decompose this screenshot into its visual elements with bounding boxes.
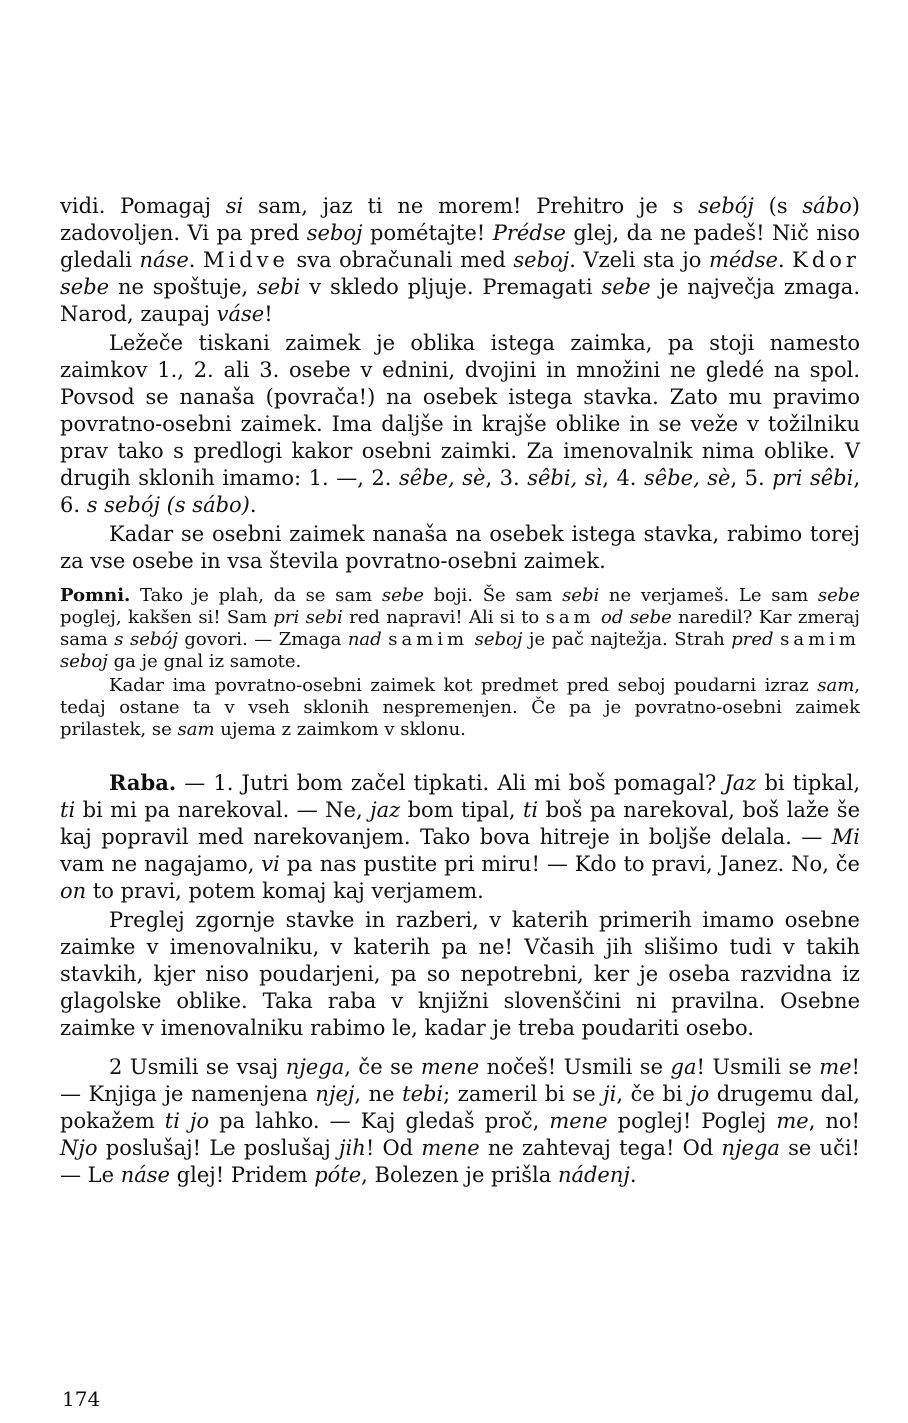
text-run: , če se <box>344 1055 421 1079</box>
italic-word: sebe <box>601 275 651 299</box>
text-run: , 4. <box>602 466 644 490</box>
text-run: , no! <box>808 1109 860 1133</box>
italic-word: njej <box>315 1082 355 1106</box>
text-run: pométajte! <box>362 221 493 245</box>
italic-word: váse <box>216 302 265 326</box>
text-run: nočeš! Usmili se <box>479 1055 671 1079</box>
paragraph-raba-examples <box>60 769 860 905</box>
text-run: , če bi <box>616 1082 691 1106</box>
text-run: bom tipal, <box>400 798 523 822</box>
italic-word: póte <box>314 1163 362 1187</box>
italic-word: seboj <box>60 651 108 672</box>
text-run: . <box>629 1163 637 1187</box>
italic-word: sábo <box>802 194 852 218</box>
italic-word: mene <box>549 1109 608 1133</box>
italic-word: od sebe <box>600 607 672 628</box>
text-run: , 5. <box>730 466 773 490</box>
text-run: 2 Usmili se vsaj <box>109 1055 286 1079</box>
italic-word: on <box>60 879 87 903</box>
text-run: se uči! — Le <box>60 1136 861 1187</box>
italic-word: sam <box>817 675 855 696</box>
paragraph-sam-rule <box>60 675 860 741</box>
text-run: sam, jaz ti ne morem! Prehitro je s <box>243 194 699 218</box>
text-run: poglej! Poglej <box>607 1109 777 1133</box>
text-run: poslušaj! Le poslušaj <box>97 1136 340 1160</box>
text-run: ujema z zaimkom v sklonu. <box>214 719 466 740</box>
page-number: 174 <box>62 1387 101 1411</box>
spaced-word: sam <box>545 607 595 628</box>
paragraph-usage-examples-2 <box>60 1054 860 1189</box>
spaced-word: samim <box>780 629 860 650</box>
text-run: ! — Knjiga je namenjena <box>60 1055 860 1106</box>
italic-word: sebi <box>562 585 600 606</box>
text-run: bi tipkal, <box>756 771 861 795</box>
text-run: ! Usmili se <box>696 1055 820 1079</box>
text-run: vam ne nagajamo, <box>60 852 262 876</box>
italic-word: si <box>225 194 244 218</box>
text-run: Preglej zgornje stavke in razberi, v katerih primerih imamo osebne zaimke v imenovalniku, v katerih pa ne! Včasih jih slišimo tudi v takih stavkih, kjer niso poudarjeni, pa so nepotrebni, ker je oseba razvidna iz glagolske oblike. Taka raba v knjižni slovenščini ni pravilna. Osebne zaimke v imenovalniku rabimo le, kadar je treba poudariti osebo. <box>60 908 860 1040</box>
italic-word: seboj <box>306 221 363 245</box>
italic-word: nad <box>347 629 382 650</box>
italic-word: náse <box>120 1163 170 1187</box>
text-run: v skledo pljuje. Premagati <box>300 275 602 299</box>
paragraph-reflexive-explanation <box>60 330 860 519</box>
text-run: drugemu dal, pokažem <box>60 1082 860 1133</box>
italic-word: jih <box>339 1136 366 1160</box>
italic-word: sebe <box>381 585 424 606</box>
text-run: pa nas pustite pri miru! — Kdo to pravi, Janez. No, če <box>279 852 860 876</box>
italic-word: ti jo <box>164 1109 210 1133</box>
text-run: ne verjameš. Le sam <box>599 585 818 606</box>
text-run: ) zadovoljen. Vi pa pred <box>60 194 860 245</box>
text-run: glej! Pridem <box>169 1163 315 1187</box>
text-run: . <box>777 248 793 272</box>
text-run: je pač najtežja. Strah <box>522 629 732 650</box>
italic-word: vi <box>261 852 280 876</box>
italic-word: jaz <box>370 798 401 822</box>
text-run: poglej, kakšen si! Sam <box>60 607 274 628</box>
italic-word: pred <box>731 629 774 650</box>
italic-word: sêbe, sè <box>398 466 486 490</box>
paragraph-reflexive-examples <box>60 193 860 328</box>
text-run: , Bolezen je prišla <box>361 1163 558 1187</box>
text-run: govori. — Zmaga <box>177 629 348 650</box>
italic-word: tebi <box>402 1082 444 1106</box>
italic-word: sam <box>177 719 215 740</box>
text-run: red napravi! Ali si to <box>342 607 546 628</box>
text-run: ! Od <box>365 1136 422 1160</box>
text-run: , tedaj ostane ta v vseh sklonih nespremenjen. Če pa je povratno-osebni zaimek prilastek, se <box>60 675 860 740</box>
italic-word: ti <box>522 798 539 822</box>
paragraph-nominative-explanation <box>60 907 860 1042</box>
text-run: pa lahko. — Kaj gledaš proč, <box>209 1109 550 1133</box>
italic-word: pri sebi <box>273 607 343 628</box>
text-run: bi mi pa narekoval. — Ne, <box>75 798 371 822</box>
text-run: , 3. <box>485 466 528 490</box>
italic-word: sebój <box>698 194 754 218</box>
italic-word: sêbi, sì <box>527 466 603 490</box>
text-run: . <box>188 248 203 272</box>
italic-word: ti <box>60 798 76 822</box>
italic-word: Njo <box>60 1136 98 1160</box>
italic-word: náse <box>139 248 189 272</box>
text-run: naredil? Kar zmeraj sama <box>60 607 860 650</box>
text-run: vidi. Pomagaj <box>60 194 226 218</box>
text-run: Tako je plah, da se sam <box>130 585 382 606</box>
text-run: , 6. <box>60 466 861 517</box>
italic-word: sebi <box>256 275 301 299</box>
bold-heading: Pomni. <box>60 585 131 606</box>
italic-word: seboj <box>513 248 570 272</box>
text-run: boji. Še sam <box>423 585 563 606</box>
text-run: . Vzeli sta jo <box>569 248 709 272</box>
text-run: ! <box>264 302 273 326</box>
text-run: , ne <box>354 1082 403 1106</box>
text-run: ne zahtevaj tega! Od <box>479 1136 722 1160</box>
italic-word: s sebój (s sábo) <box>86 493 250 517</box>
text-run: boš pa narekoval, boš laže še kaj popravil med narekovanjem. Tako bova hitreje in boljše delala. — <box>60 798 860 849</box>
text-run: ne spoštuje, <box>109 275 257 299</box>
spaced-word: Kdor <box>792 248 860 272</box>
italic-word: Prédse <box>492 221 566 245</box>
italic-word: seboj <box>474 629 523 650</box>
italic-word: me <box>776 1109 809 1133</box>
italic-word: Jaz <box>724 771 757 795</box>
text-run: glej, da ne padeš! Nič niso gledali <box>60 221 860 272</box>
text-run: Kadar se osebni zaimek nanaša na osebek istega stavka, rabimo torej za vse osebe in vsa števila povratno-osebni zaimek. <box>60 522 860 573</box>
italic-word: pri sêbi <box>772 466 854 490</box>
italic-word: médse <box>708 248 778 272</box>
text-run: (s <box>753 194 803 218</box>
italic-word: s sebój <box>114 629 178 650</box>
italic-word: njega <box>285 1055 345 1079</box>
bold-heading: Raba. <box>109 770 177 795</box>
text-run: — 1. Jutri bom začel tipkati. Ali mi boš pomagal? <box>176 771 725 795</box>
italic-word: sêbe, sè <box>644 466 731 490</box>
italic-word: ga <box>670 1055 697 1079</box>
italic-word: jo <box>690 1082 710 1106</box>
spaced-word: Midve <box>202 248 289 272</box>
italic-word: me <box>819 1055 852 1079</box>
italic-word: nádenj <box>557 1163 630 1187</box>
italic-word: Mi <box>831 825 860 849</box>
italic-word: mene <box>420 1055 480 1079</box>
paragraph-pomni-examples <box>60 585 860 673</box>
paragraph-reflexive-rule <box>60 521 860 575</box>
text-run: to pravi, potem komaj kaj verjamem. <box>86 879 484 903</box>
italic-word: mene <box>421 1136 480 1160</box>
spaced-word: samim <box>388 629 469 650</box>
text-run: . <box>249 493 257 517</box>
text-run: Ležeče tiskani zaimek je oblika istega zaimka, pa stoji namesto zaimkov 1., 2. ali 3. osebe v ednini, dvojini in množini ne gledé na spol. Povsod se nanaša (povrača!) na osebek istega stavka. Zato mu pravimo povratno-osebni zaimek. Ima daljše in krajše oblike in se veže v tožilniku prav tako s predlogi kakor osebni zaimki. Za imenovalnik nima oblike. V drugih sklonih imamo: 1. —, 2. <box>60 331 860 490</box>
italic-word: ji <box>603 1082 617 1106</box>
text-run: ; zameril bi se <box>443 1082 604 1106</box>
italic-word: njega <box>721 1136 780 1160</box>
italic-word: sebe <box>817 585 860 606</box>
text-run: sva obračunali med <box>288 248 514 272</box>
text-run: je največja zmaga. Narod, zaupaj <box>60 275 860 326</box>
italic-word: sebe <box>60 275 110 299</box>
text-run: ga je gnal iz samote. <box>107 651 302 672</box>
text-run: Kadar ima povratno-osebni zaimek kot predmet pred seboj poudarni izraz <box>109 675 818 696</box>
